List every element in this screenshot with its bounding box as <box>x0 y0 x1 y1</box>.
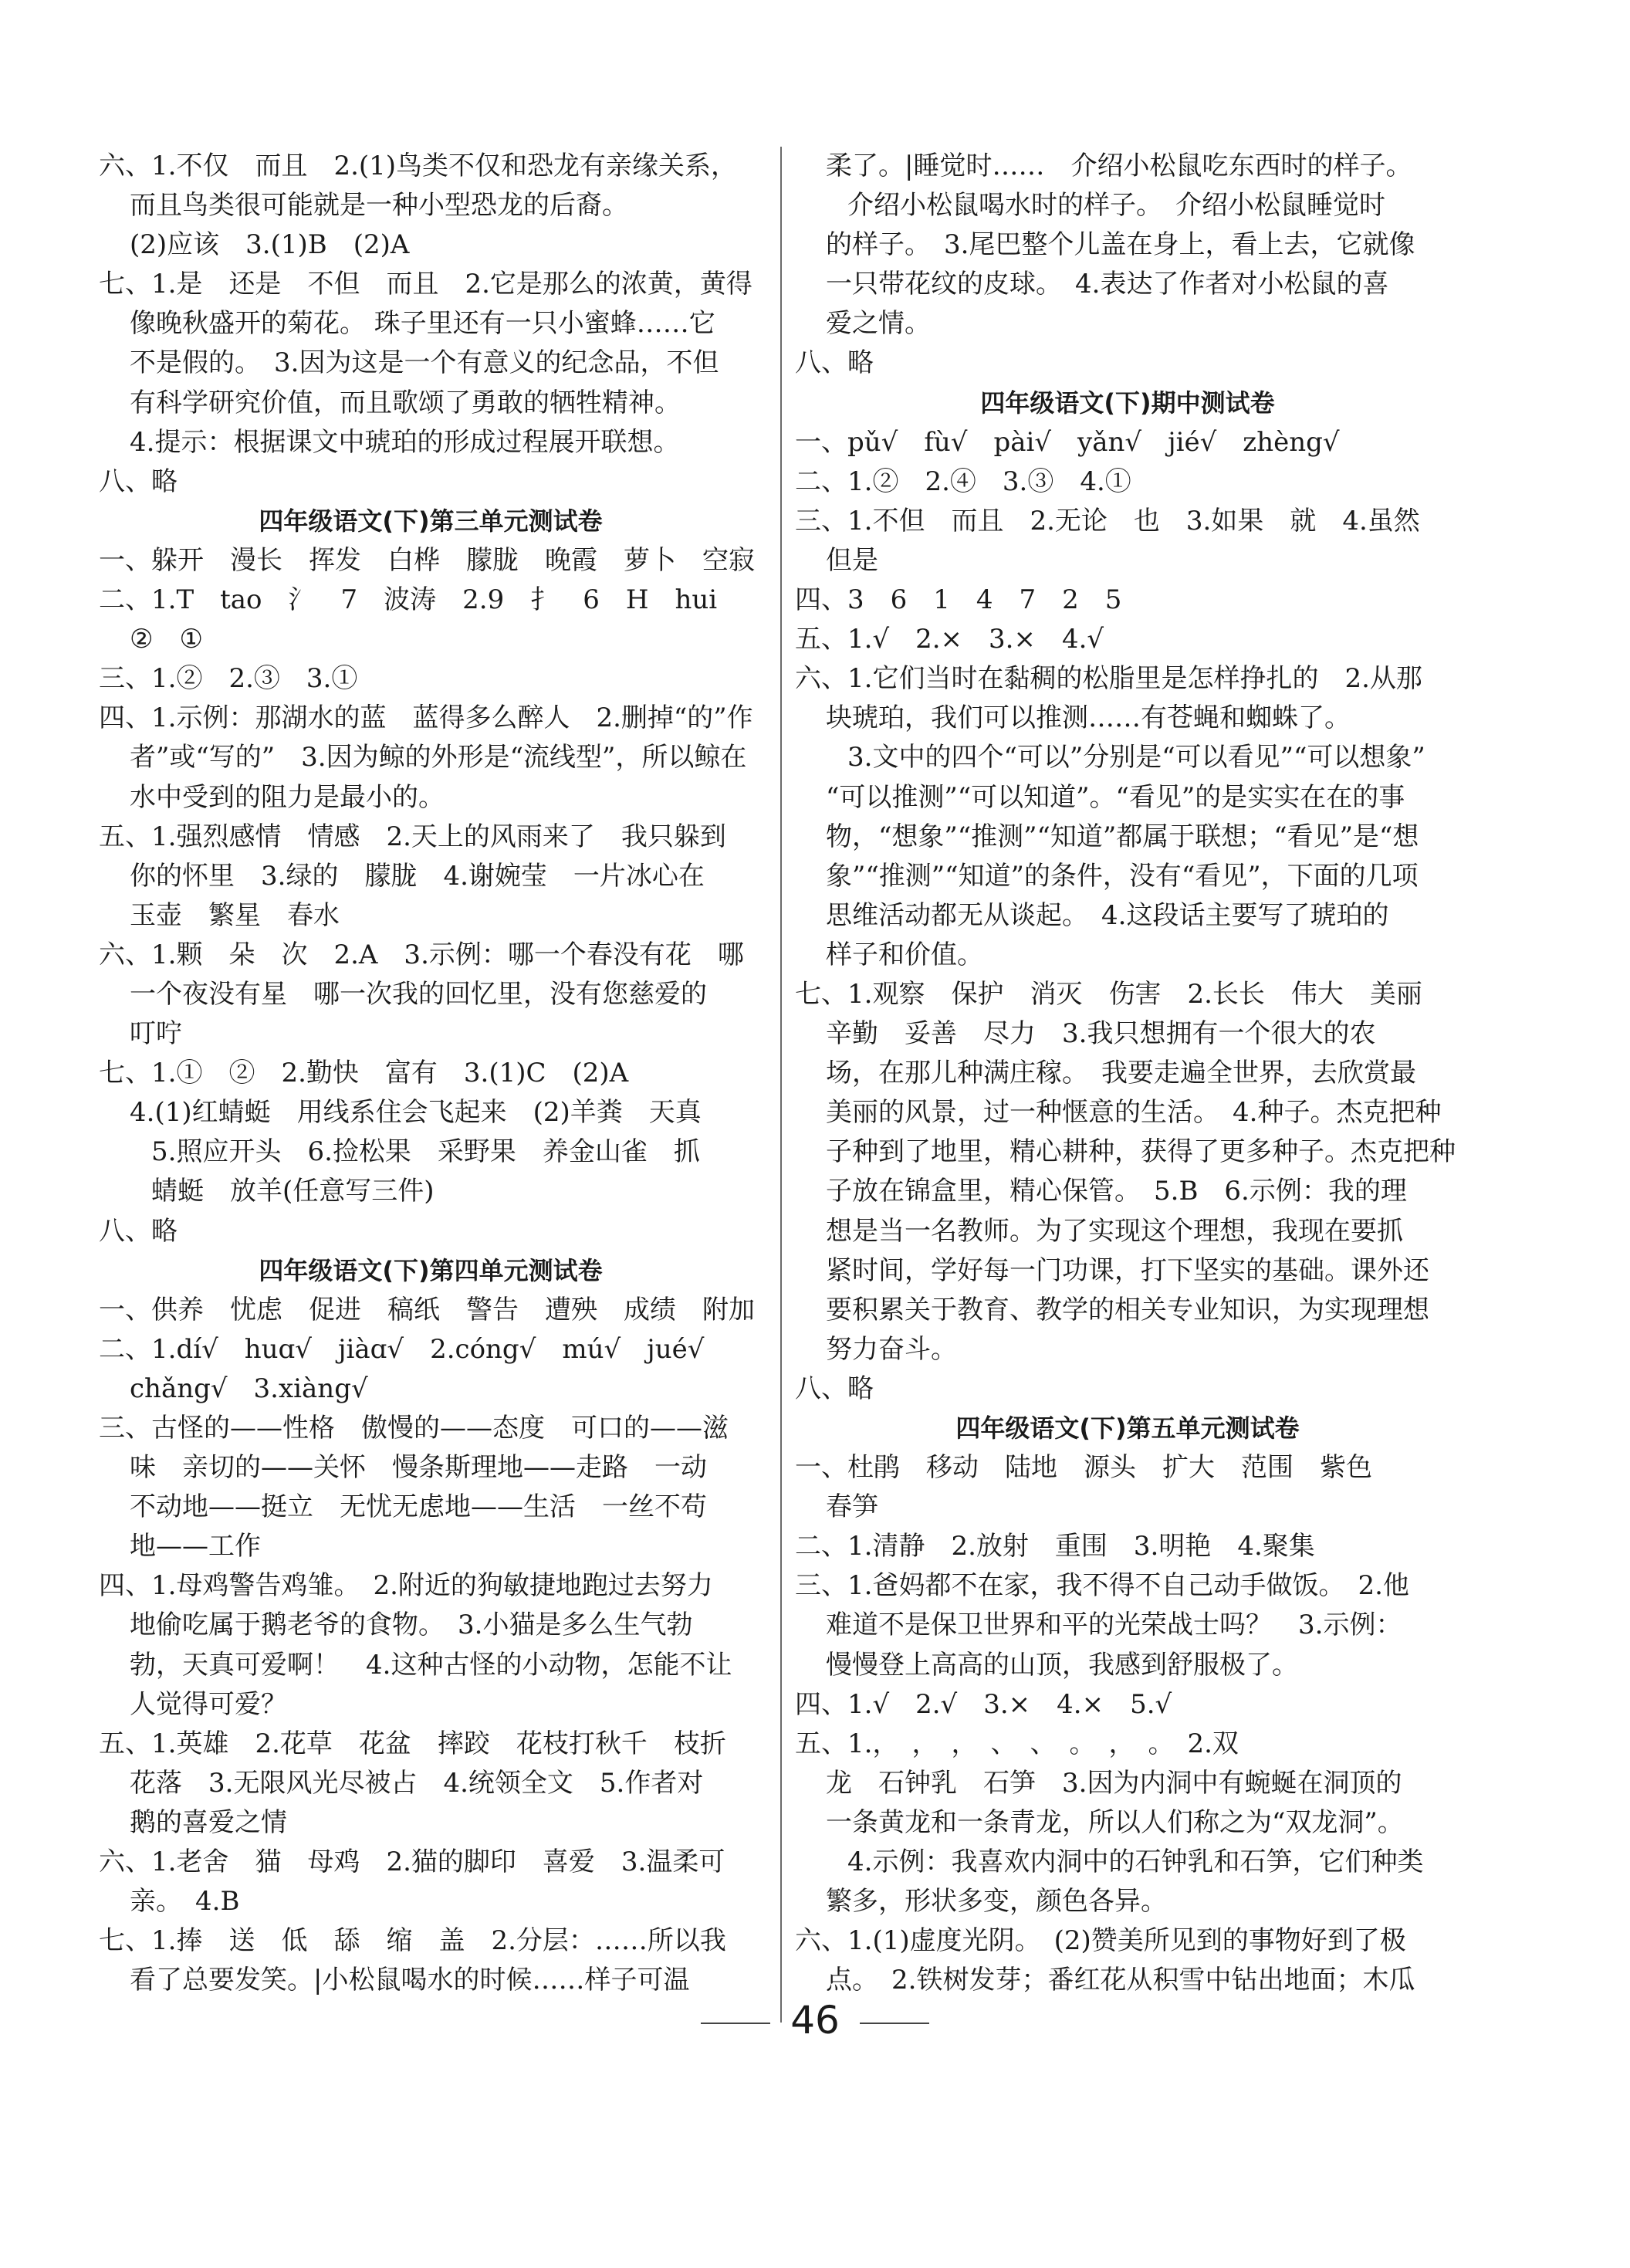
answer-line: 样子和价值。 <box>826 939 983 970</box>
answer-line: 勃，天真可爱啊！ 4.这种古怪的小动物，怎能不让 <box>130 1649 732 1681</box>
section-heading: 四年级语文(下)期中测试卷 <box>980 388 1275 418</box>
answer-line: 物，“想象”“推测”“知道”都属于联想；“看见”是“想 <box>826 821 1419 852</box>
answer-line: 场，在那儿种满庄稼。 我要走遍全世界，去欣赏最 <box>826 1058 1416 1089</box>
answer-line: 像晚秋盛开的菊花。 珠子里还有一只小蜜蜂……它 <box>130 308 715 340</box>
answer-line: 要积累关于教育、教学的相关专业知识，为实现理想 <box>826 1294 1429 1325</box>
answer-line: 四、1.母鸡警告鸡雏。 2.附近的狗敏捷地跑过去努力 <box>99 1570 713 1602</box>
answer-line: 但是 <box>826 544 878 576</box>
answer-line: 的样子。 3.尾巴整个儿盖在身上，看上去，它就像 <box>826 229 1415 261</box>
answer-line: 二、1.dí√ huɑ√ jiàɑ√ 2.cóng√ mú√ jué√ <box>99 1333 705 1365</box>
answer-line: (2)应该 3.(1)B (2)A <box>130 229 410 261</box>
answer-line: 地——工作 <box>130 1531 261 1562</box>
answer-line: 水中受到的阻力是最小的。 <box>130 781 445 813</box>
answer-line: 4.(1)红蜻蜓 用线系住会飞起来 (2)羊粪 天真 <box>130 1097 702 1129</box>
answer-line: 玉壶 繁星 春水 <box>130 899 340 931</box>
answer-line: 七、1.观察 保护 消灭 伤害 2.长长 伟大 美丽 <box>795 978 1422 1010</box>
answer-line: 难道不是保卫世界和平的光荣战士吗？ 3.示例： <box>826 1610 1402 1641</box>
answer-line: 六、1.不仅 而且 2.(1)鸟类不仅和恐龙有亲缘关系， <box>99 151 738 181</box>
answer-line: 一、供养 忧虑 促进 稿纸 警告 遭殃 成绩 附加 <box>99 1294 755 1325</box>
answer-line: 一、躲开 漫长 挥发 白桦 朦胧 晚霞 萝卜 空寂 <box>99 544 755 576</box>
footer-dash-left <box>701 2023 770 2024</box>
answer-line: 思维活动都无从谈起。 4.这段话主要写了琥珀的 <box>826 899 1389 931</box>
answer-line: 爱之情。 <box>826 308 931 340</box>
answer-line: 八、略 <box>795 347 874 379</box>
answer-line: 五、1.英雄 2.花草 花盆 摔跤 花枝打秋千 枝折 <box>99 1728 726 1759</box>
answer-line: 蜻蜓 放羊(任意写三件) <box>151 1176 435 1207</box>
answer-line: 五、1.√ 2.× 3.× 4.√ <box>795 624 1104 655</box>
answer-line: 六、1.它们当时在黏稠的松脂里是怎样挣扎的 2.从那 <box>795 663 1422 695</box>
answer-line: 块琥珀，我们可以推测……有苍蝇和蜘蛛了。 <box>826 702 1351 734</box>
answer-line: 点。 2.铁树发芽；番红花从积雪中钻出地面；木瓜 <box>826 1965 1415 1996</box>
answer-line: 七、1.是 还是 不但 而且 2.它是那么的浓黄，黄得 <box>99 269 752 300</box>
answer-line: 而且鸟类很可能就是一种小型恐龙的后裔。 <box>130 190 628 222</box>
answer-line: 四、1.√ 2.√ 3.× 4.× 5.√ <box>795 1688 1172 1720</box>
answer-line: 一个夜没有星 哪一次我的回忆里，没有您慈爱的 <box>130 978 707 1010</box>
answer-line: ② ① <box>130 624 203 655</box>
answer-line: 二、1.清静 2.放射 重围 3.明艳 4.聚集 <box>795 1531 1315 1562</box>
answer-line: 叮咛 <box>130 1018 182 1050</box>
answer-line: 象”“推测”“知道”的条件，没有“看见”，下面的几项 <box>826 860 1419 892</box>
answer-line: 八、略 <box>99 465 178 497</box>
answer-line: 六、1.(1)虚度光阴。 (2)赞美所见到的事物好到了极 <box>795 1925 1406 1957</box>
page-number: 46 <box>790 1998 840 2043</box>
answer-line: 八、略 <box>795 1373 874 1404</box>
answer-line: 者”或“写的” 3.因为鲸的外形是“流线型”，所以鲸在 <box>130 742 747 773</box>
answer-line: 龙 石钟乳 石笋 3.因为内洞中有蜿蜒在洞顶的 <box>826 1767 1402 1799</box>
section-heading: 四年级语文(下)第五单元测试卷 <box>955 1413 1300 1443</box>
answer-line: 味 亲切的——关怀 慢条斯理地——走路 一动 <box>130 1452 707 1484</box>
answer-line: 想是当一名教师。为了实现这个理想，我现在要抓 <box>826 1215 1403 1247</box>
answer-line: 4.提示：根据课文中琥珀的形成过程展开联想。 <box>130 426 680 458</box>
page-footer <box>0 1998 1630 2043</box>
answer-line: 三、古怪的——性格 傲慢的——态度 可口的——滋 <box>99 1413 729 1444</box>
answer-line: 一只带花纹的皮球。 4.表达了作者对小松鼠的喜 <box>826 269 1389 300</box>
answer-line: 四、3 6 1 4 7 2 5 <box>795 584 1122 616</box>
answer-line: 七、1.① ② 2.勤快 富有 3.(1)C (2)A <box>99 1058 629 1089</box>
answer-line: 五、1.， ， ， 、 、 。 ， 。 2.双 <box>795 1728 1239 1759</box>
answer-line: 三、1.② 2.③ 3.① <box>99 663 358 695</box>
answer-line: 辛勤 妥善 尽力 3.我只想拥有一个很大的农 <box>826 1018 1376 1050</box>
answer-line: 繁多，形状多变，颜色各异。 <box>826 1886 1167 1918</box>
column-divider <box>780 147 782 2023</box>
answer-line: chǎng√ 3.xiàng√ <box>130 1373 368 1404</box>
answer-line: 人觉得可爱？ <box>130 1688 287 1720</box>
answer-line: 二、1.T tao 氵 7 波涛 2.9 扌 6 H hui <box>99 584 718 616</box>
answer-line: 八、略 <box>99 1215 178 1247</box>
answer-line: 柔了。|睡觉时…… 介绍小松鼠吃东西时的样子。 <box>826 151 1412 181</box>
answer-line: 一、pǔ√ fù√ pài√ yǎn√ jié√ zhèng√ <box>795 426 1340 458</box>
answer-line: 美丽的风景，过一种惬意的生活。 4.种子。杰克把种 <box>826 1097 1442 1129</box>
answer-line: 3.文中的四个“可以”分别是“可以看见”“可以想象” <box>847 742 1425 773</box>
section-heading: 四年级语文(下)第四单元测试卷 <box>259 1255 603 1285</box>
answer-line: 地偷吃属于鹅老爷的食物。 3.小猫是多么生气勃 <box>130 1610 693 1641</box>
answer-line: 紧时间，学好每一门功课，打下坚实的基础。课外还 <box>826 1254 1429 1286</box>
answer-line: 六、1.老舍 猫 母鸡 2.猫的脚印 喜爱 3.温柔可 <box>99 1847 725 1878</box>
answer-line: 一、杜鹃 移动 陆地 源头 扩大 范围 紫色 <box>795 1452 1372 1484</box>
answer-line: 子种到了地里，精心耕种，获得了更多种子。杰克把种 <box>826 1136 1456 1168</box>
answer-line: 花落 3.无限风光尽被占 4.统领全文 5.作者对 <box>130 1767 704 1799</box>
answer-line: 介绍小松鼠喝水时的样子。 介绍小松鼠睡觉时 <box>847 190 1385 222</box>
answer-line: 三、1.爸妈都不在家，我不得不自己动手做饭。 2.他 <box>795 1570 1409 1602</box>
right-answer-column <box>795 147 1460 2000</box>
answer-line: 不动地——挺立 无忧无虑地——生活 一丝不苟 <box>130 1491 707 1523</box>
footer-dash-right <box>860 2023 929 2024</box>
answer-line: 5.照应开头 6.捡松果 采野果 养金山雀 抓 <box>151 1136 700 1168</box>
answer-line: 努力奋斗。 <box>826 1333 957 1365</box>
answer-line: 鹅的喜爱之情 <box>130 1806 287 1838</box>
answer-line: 四、1.示例：那湖水的蓝 蓝得多么醉人 2.删掉“的”作 <box>99 702 753 734</box>
answer-line: 六、1.颗 朵 次 2.A 3.示例：哪一个春没有花 哪 <box>99 939 744 970</box>
answer-line: “可以推测”“可以知道”。“看见”的是实实在在的事 <box>826 781 1405 813</box>
answer-line: 你的怀里 3.绿的 朦胧 4.谢婉莹 一片冰心在 <box>130 860 705 892</box>
answer-line: 4.示例：我喜欢内洞中的石钟乳和石笋，它们种类 <box>847 1847 1424 1878</box>
answer-line: 不是假的。 3.因为这是一个有意义的纪念品，不但 <box>130 347 719 379</box>
answer-line: 七、1.捧 送 低 舔 缩 盖 2.分层：……所以我 <box>99 1925 726 1957</box>
answer-line: 春笋 <box>826 1491 878 1523</box>
answer-line: 慢慢登上高高的山顶，我感到舒服极了。 <box>826 1649 1298 1681</box>
answer-line: 五、1.强烈感情 情感 2.天上的风雨来了 我只躲到 <box>99 821 726 852</box>
answer-line: 二、1.② 2.④ 3.③ 4.① <box>795 465 1131 497</box>
answer-line: 有科学研究价值，而且歌颂了勇敢的牺牲精神。 <box>130 387 681 418</box>
answer-line: 亲。 4.B <box>130 1886 240 1918</box>
answer-line: 子放在锦盒里，精心保管。 5.B 6.示例：我的理 <box>826 1176 1407 1207</box>
section-heading: 四年级语文(下)第三单元测试卷 <box>259 506 603 536</box>
left-answer-column <box>99 147 763 2000</box>
answer-line: 一条黄龙和一条青龙，所以人们称之为“双龙洞”。 <box>826 1806 1404 1838</box>
answer-line: 三、1.不但 而且 2.无论 也 3.如果 就 4.虽然 <box>795 505 1420 537</box>
answer-line: 看了总要发笑。|小松鼠喝水的时候……样子可温 <box>130 1965 690 1996</box>
